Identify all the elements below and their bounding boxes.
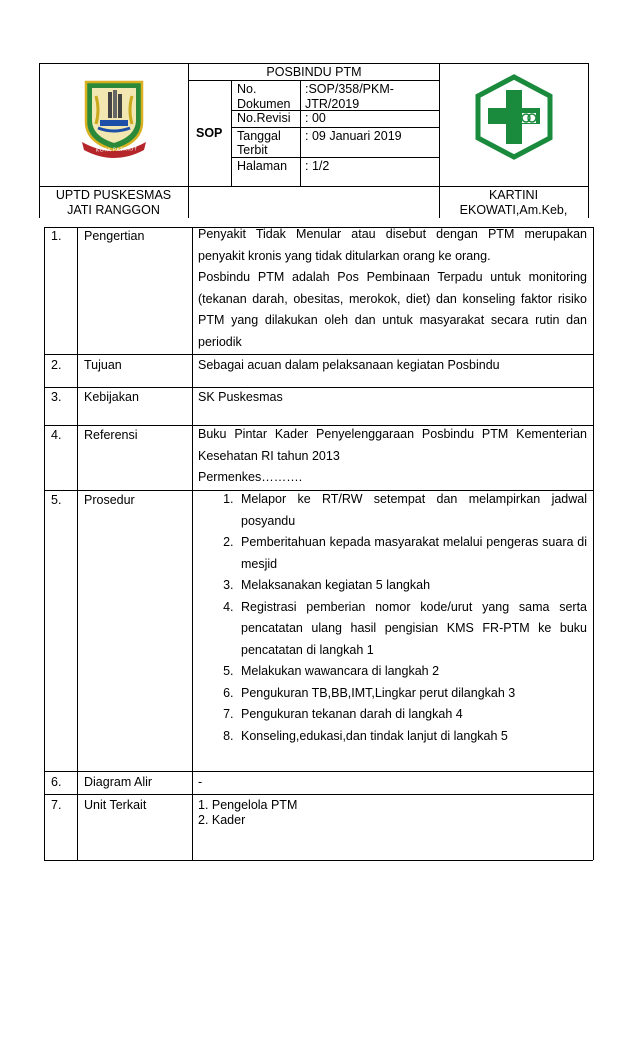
procedure-step: 5. Melakukan wawancara di langkah 2 <box>237 661 587 683</box>
row-number: 7. <box>51 798 62 812</box>
sop-label: SOP <box>196 126 223 140</box>
procedure-step: 6. Pengukuran TB,BB,IMT,Lingkar perut dilangkah 3 <box>237 683 587 705</box>
paragraph: Permenkes………. <box>198 470 303 484</box>
row-title-prosedur: Prosedur <box>84 493 135 507</box>
signer-line-1: KARTINI <box>488 188 539 202</box>
row-content-referensi <box>198 424 587 489</box>
row-number: 2. <box>51 358 62 372</box>
procedure-list <box>198 489 587 747</box>
paragraph: Penyakit Tidak Menular atau disebut dengan PTM merupakan penyakit kronis yang tidak ditularkan orang ke orang. <box>198 227 587 263</box>
row-content-pengertian <box>198 224 587 353</box>
row-title-tujuan: Tujuan <box>84 358 122 372</box>
procedure-step: 8. Konseling,edukasi,dan tindak lanjut di langkah 5 <box>237 726 587 748</box>
row-title-diagram-alir: Diagram Alir <box>84 775 153 789</box>
procedure-step: 1. Melapor ke RT/RW setempat dan melampirkan jadwal posyandu <box>237 489 587 532</box>
row-content-kebijakan: SK Puskesmas <box>198 390 283 404</box>
field-label-no-revisi: No.Revisi <box>237 111 291 125</box>
row-content-tujuan: Sebagai acuan dalam pelaksanaan kegiatan Posbindu <box>198 358 500 372</box>
procedure-step: 3. Melaksanakan kegiatan 5 langkah <box>237 575 587 597</box>
paragraph: Posbindu PTM adalah Pos Pembinaan Terpadu untuk monitoring (tekanan darah, obesitas, merokok, diet) dan konseling faktor risiko PTM yang dilakukan oleh dan untuk masyarakat secara rutin dan periodik <box>198 270 587 349</box>
row-title-kebijakan: Kebijakan <box>84 390 139 404</box>
org-line-2: JATI RANGGON <box>67 203 160 217</box>
row-title-unit-terkait: Unit Terkait <box>84 798 147 812</box>
puskesmas-cross-logo-icon <box>472 74 556 160</box>
row-number: 1. <box>51 229 62 243</box>
row-title-referensi: Referensi <box>84 428 138 442</box>
row-number: 6. <box>51 775 62 789</box>
field-label-no-dokumen: No. Dokumen <box>237 82 291 111</box>
field-value-no-dokumen: :SOP/358/PKM-JTR/2019 <box>305 82 394 111</box>
field-value-no-revisi: : 00 <box>305 111 326 125</box>
org-line-1: UPTD PUSKESMAS <box>55 188 172 202</box>
document-title: POSBINDU PTM <box>266 65 362 79</box>
field-label-tanggal-terbit: Tanggal Terbit <box>237 129 281 157</box>
list-item: 1. Pengelola PTM <box>198 798 298 812</box>
org-name <box>40 188 187 218</box>
list-item: 2. Kader <box>198 813 246 827</box>
procedure-step: 7. Pengukuran tekanan darah di langkah 4 <box>237 704 587 726</box>
field-label-halaman: Halaman <box>237 159 288 173</box>
signer-line-2: EKOWATI,Am.Keb, <box>459 203 568 217</box>
row-number: 3. <box>51 390 62 404</box>
procedure-step: 2. Pemberitahuan kepada masyarakat melalui pengeras suara di mesjid <box>237 532 587 575</box>
paragraph: Buku Pintar Kader Penyelenggaraan Posbindu PTM Kementerian Kesehatan RI tahun 2013 <box>198 427 587 463</box>
signer-name <box>440 188 587 218</box>
row-content-prosedur <box>198 489 587 747</box>
field-value-tanggal-terbit: : 09 Januari 2019 <box>305 129 402 143</box>
row-number: 4. <box>51 428 62 442</box>
procedure-step: 4. Registrasi pemberian nomor kode/urut yang sama serta pencatatan ulang hasil pengisian KMS FR-PTM ke buku pencatatan di langkah 1 <box>237 597 587 662</box>
field-value-halaman: : 1/2 <box>305 159 330 173</box>
emblem-ribbon-text: KOTA PATRIOT <box>95 146 138 154</box>
row-number: 5. <box>51 493 62 507</box>
row-content-diagram-alir: - <box>198 775 203 789</box>
row-content-unit-terkait <box>198 798 297 828</box>
row-title-pengertian: Pengertian <box>84 229 145 243</box>
